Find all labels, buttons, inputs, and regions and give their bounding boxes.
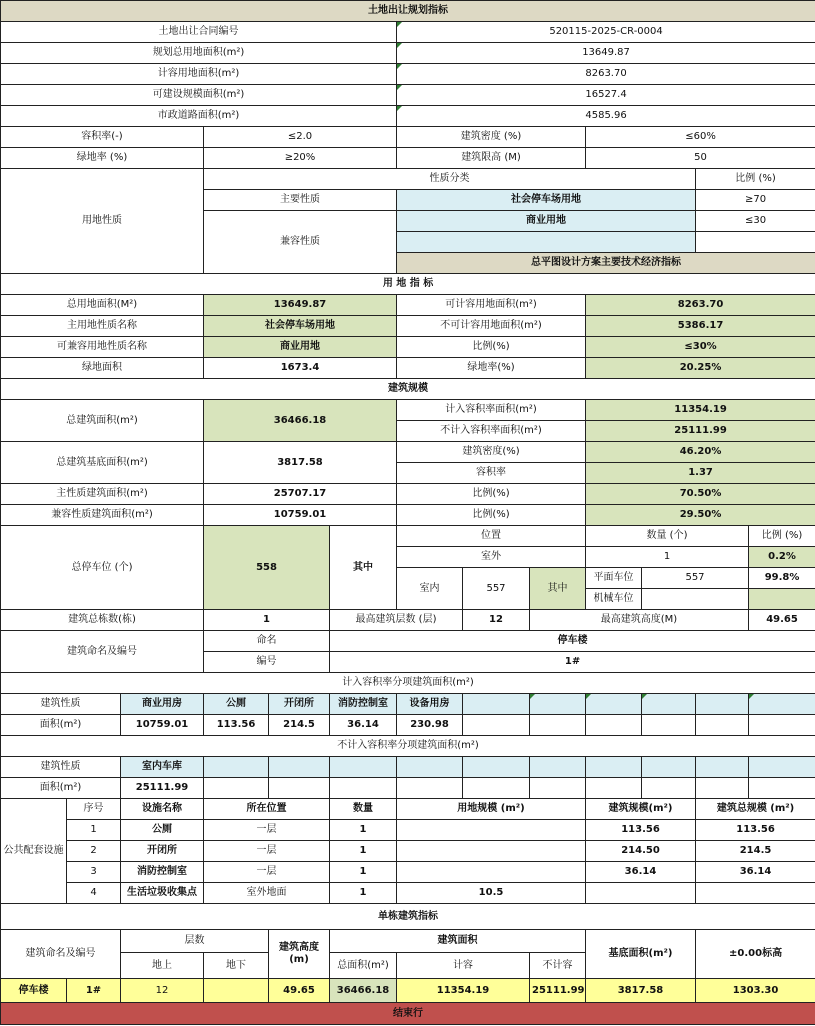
table-row: 主用地性质名称 社会停车场用地 不可计容用地面积(m²) 5386.17 <box>1 316 815 337</box>
table-row: 容积率 1.37 <box>1 463 815 484</box>
section-title-land-transfer: 土地出让规划指标 <box>1 1 815 22</box>
parking-total: 558 <box>204 526 330 610</box>
table-row: 建筑总栋数(栋) 1 最高建筑层数 (层) 12 最高建筑高度(M) 49.65 <box>1 610 815 631</box>
table-row: 主要性质 社会停车场用地 ≥70 <box>1 190 815 211</box>
table-row: 总建筑基底面积(m²) 3817.58 建筑密度(%) 46.20% <box>1 442 815 463</box>
table-row: 市政道路面积(m²) 4585.96 <box>1 106 815 127</box>
table-row: 兼容性质建筑面积(m²) 10759.01 比例(%) 29.50% <box>1 505 815 526</box>
table-row: 室内 557 其中 平面车位 557 99.8% <box>1 568 815 589</box>
public-facilities-label: 公共配套设施 <box>1 799 67 904</box>
table-row: 可建设规模面积(m²) 16527.4 <box>1 85 815 106</box>
table-row: 建筑命名及编号 层数 建筑高度 (m) 建筑面积 基底面积(m²) ±0.00标高 <box>1 930 815 953</box>
table-row: 计容用地面积(m²) 8263.70 <box>1 64 815 85</box>
table-row: 总建筑面积(m²) 36466.18 计入容积率面积(m²) 11354.19 <box>1 400 815 421</box>
table-row: 建筑性质 室内车库 <box>1 757 815 778</box>
table-row: 兼容性质 商业用地 ≤30 <box>1 211 815 232</box>
section-title-single-building: 单栋建筑指标 <box>1 904 815 930</box>
parking-label: 总停车位 (个) <box>1 526 204 610</box>
table-row: 总用地面积(M²) 13649.87 可计容用地面积(m²) 8263.70 <box>1 295 815 316</box>
subsection-header <box>1 904 815 930</box>
table-row: 机械车位 <box>1 589 815 610</box>
table-row: 总停车位 (个) 558 其中 位置 数量 (个) 比例 (%) <box>1 526 815 547</box>
end-row <box>1 1003 815 1025</box>
table-row: 4 生活垃圾收集点 室外地面 1 10.5 <box>1 883 815 904</box>
table-row: 面积(m²) 10759.01 113.56 214.5 36.14 230.98 <box>1 715 815 736</box>
subsection-header: 建筑规模 <box>1 379 815 400</box>
land-use-label: 用地性质 <box>1 169 204 274</box>
table-row: 容积率(-) ≤2.0 建筑密度 (%) ≤60% <box>1 127 815 148</box>
table-row: 土地出让合同编号 520115-2025-CR-0004 <box>1 22 815 43</box>
table-row: 面积(m²) 25111.99 <box>1 778 815 799</box>
table-row: 公共配套设施 序号 设施名称 所在位置 数量 用地规模 (m²) 建筑规模(m²) 建筑总规模 (m²) <box>1 799 815 820</box>
table-row: 规划总用地面积(m²) 13649.87 <box>1 43 815 64</box>
table-row: 可兼容用地性质名称 商业用地 比例(%) ≤30% <box>1 337 815 358</box>
end-row-label: 结束行 <box>1 1003 815 1025</box>
table-row: 绿地面积 1673.4 绿地率(%) 20.25% <box>1 358 815 379</box>
table-row: 1 公厕 一层 1 113.56 113.56 <box>1 820 815 841</box>
table-row: 2 开闭所 一层 1 214.50 214.5 <box>1 841 815 862</box>
table-row: 建筑性质 商业用房 公厕 开闭所 消防控制室 设备用房 <box>1 694 815 715</box>
table-row: 不计入容积率面积(m²) 25111.99 <box>1 421 815 442</box>
table-row: 主性质建筑面积(m²) 25707.17 比例(%) 70.50% <box>1 484 815 505</box>
section-title-tech-indicators: 总平图设计方案主要技术经济指标 <box>397 253 815 274</box>
table-row: 停车楼 1# 12 49.65 36466.18 11354.19 25111.99 3817.58 1303.30 <box>1 979 815 1003</box>
table-row: 地上 地下 总面积(m²) 计容 不计容 <box>1 953 815 979</box>
table-row: 建筑命名及编号 命名 停车楼 <box>1 631 815 652</box>
table-row: 绿地率 (%) ≥20% 建筑限高 (M) 50 <box>1 148 815 169</box>
section-header <box>1 1 815 22</box>
subsection-header: 计入容积率分项建筑面积(m²) <box>1 673 815 694</box>
table-row: 用地性质 性质分类 比例 (%) <box>1 169 815 190</box>
table-row: 3 消防控制室 一层 1 36.14 36.14 <box>1 862 815 883</box>
subsection-header: 不计入容积率分项建筑面积(m²) <box>1 736 815 757</box>
table-row: 编号 1# <box>1 652 815 673</box>
table-row: 室外 1 0.2% <box>1 547 815 568</box>
subsection-header: 用 地 指 标 <box>1 274 815 295</box>
